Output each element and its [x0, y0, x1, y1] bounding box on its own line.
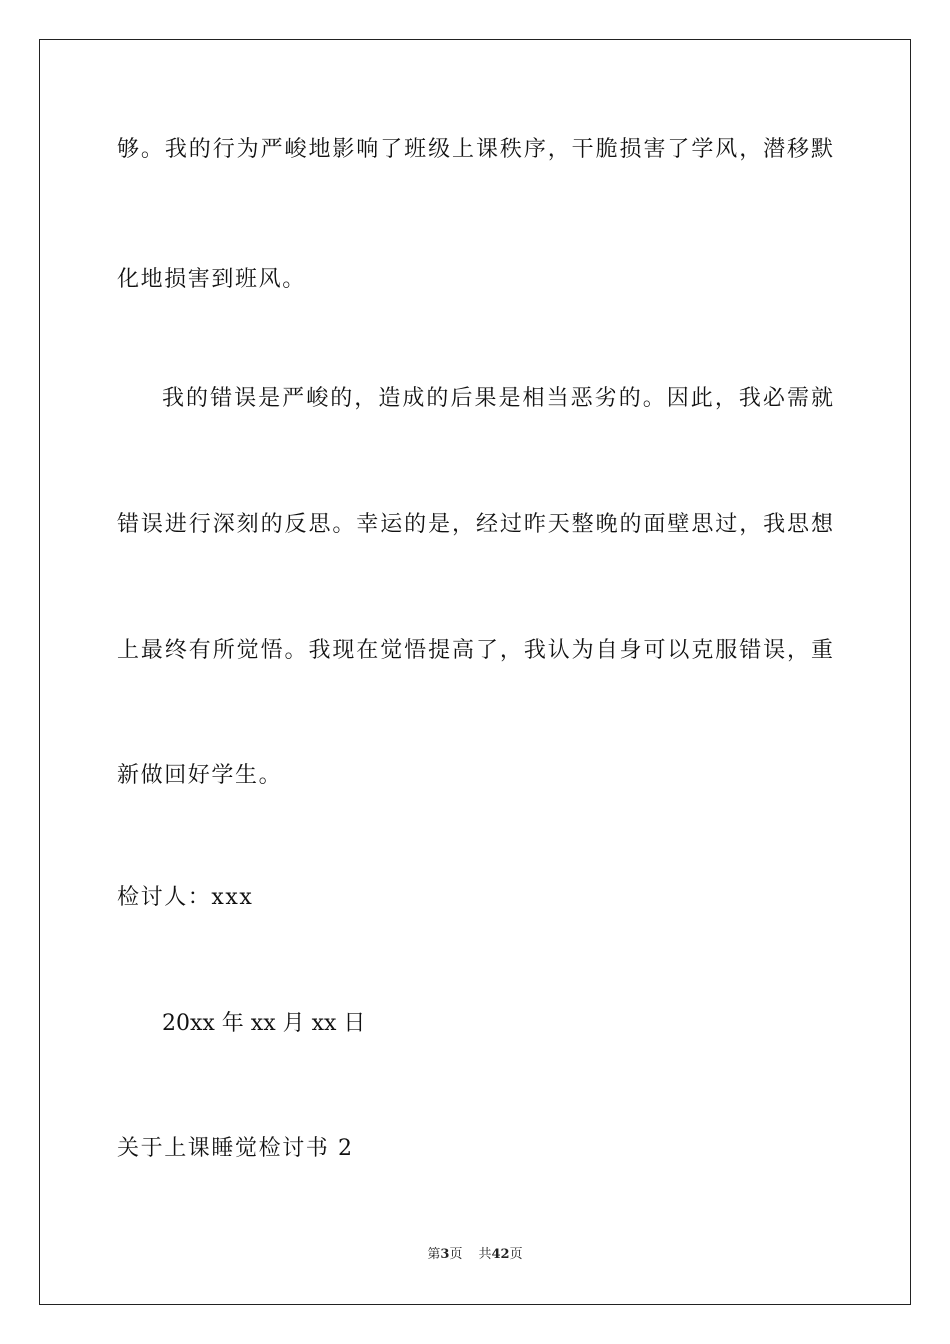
next-section-title: 关于上课睡觉检讨书 2: [117, 1136, 354, 1161]
paragraph-line-4: 错误进行深刻的反思。幸运的是，经过昨天整晚的面壁思过，我思想: [117, 512, 833, 537]
page-footer: [0, 1246, 950, 1264]
footer-page-current: 3: [440, 1247, 450, 1262]
footer-page-prefix: 第: [427, 1247, 441, 1262]
footer-total-suffix: 页: [509, 1247, 523, 1262]
paragraph-line-2: 化地损害到班风。: [117, 267, 306, 292]
footer-page-suffix: 页: [449, 1247, 463, 1262]
paragraph-line-6: 新做回好学生。: [117, 763, 283, 788]
paragraph-line-1: 够。我的行为严峻地影响了班级上课秩序，干脆损害了学风，潜移默: [117, 137, 833, 162]
date-line: 20xx 年 xx 月 xx 日: [162, 1011, 366, 1036]
paragraph-line-5: 上最终有所觉悟。我现在觉悟提高了，我认为自身可以克服错误，重: [117, 638, 833, 663]
paragraph-line-3: 我的错误是严峻的，造成的后果是相当恶劣的。因此，我必需就: [162, 386, 833, 411]
footer-page-total: 42: [491, 1247, 510, 1262]
signature-line: 检讨人：xxx: [117, 885, 254, 910]
footer-total-prefix: 共: [478, 1247, 492, 1262]
page-border: [39, 39, 911, 1305]
